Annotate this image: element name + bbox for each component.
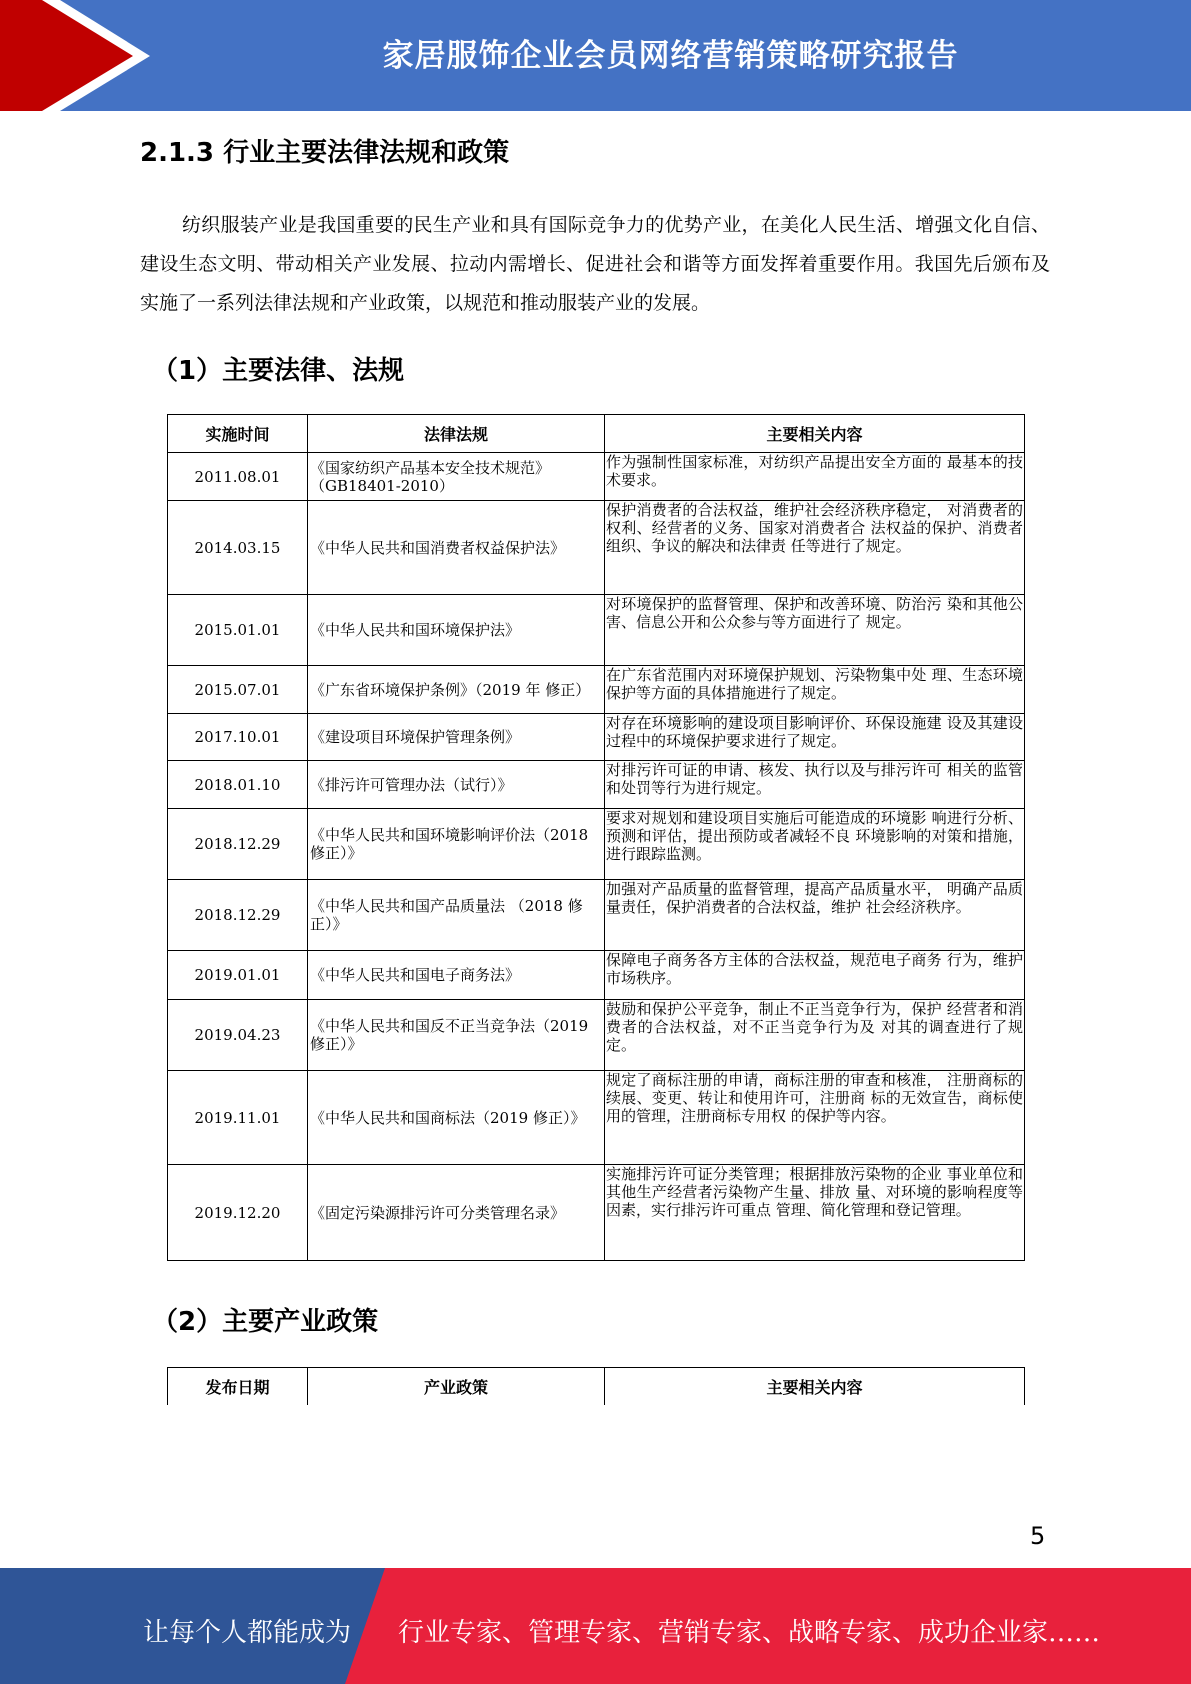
law-name-cell: 《排污许可管理办法（试行）》 <box>308 761 605 809</box>
policies-table-header-row <box>168 1368 1025 1405</box>
law-content-cell: 实施排污许可证分类管理；根据排放污染物的企业 事业单位和其他生产经营者污染物产生量、排放 量、对环境的影响程度等因素，实行排污许可重点 管理、简化管理和登记管理。 <box>605 1165 1025 1261</box>
laws-table-row <box>168 761 1025 809</box>
laws-header-law: 法律法规 <box>308 415 605 453</box>
laws-table-row <box>168 951 1025 1000</box>
laws-header-date: 实施时间 <box>168 415 308 453</box>
policies-header-policy: 产业政策 <box>308 1368 605 1405</box>
laws-table <box>167 414 1025 1261</box>
law-name-cell: 《中华人民共和国产品质量法 （2018 修正）》 <box>308 880 605 951</box>
law-content-cell: 对排污许可证的申请、核发、执行以及与排污许可 相关的监管和处罚等行为进行规定。 <box>605 761 1025 809</box>
law-content-cell: 在广东省范围内对环境保护规划、污染物集中处 理、生态环境保护等方面的具体措施进行了规定。 <box>605 666 1025 714</box>
laws-heading: （1）主要法律、法规 <box>152 356 405 386</box>
policies-table <box>167 1367 1025 1405</box>
laws-table-header-row <box>168 415 1025 453</box>
law-name-cell: 《国家纺织产品基本安全技术规范》（GB18401-2010） <box>308 453 605 501</box>
law-name-cell: 《广东省环境保护条例》（2019 年 修正） <box>308 666 605 714</box>
law-date-cell: 2019.01.01 <box>168 951 308 1000</box>
law-content-cell: 保护消费者的合法权益，维护社会经济秩序稳定， 对消费者的权利、经营者的义务、国家对消费者合 法权益的保护、消费者组织、争议的解决和法律责 任等进行了规定。 <box>605 501 1025 595</box>
law-date-cell: 2015.01.01 <box>168 595 308 666</box>
law-name-cell: 《中华人民共和国电子商务法》 <box>308 951 605 1000</box>
laws-table-row <box>168 666 1025 714</box>
law-date-cell: 2019.11.01 <box>168 1071 308 1165</box>
laws-table-row <box>168 1000 1025 1071</box>
section-heading: 2.1.3 行业主要法律法规和政策 <box>140 138 510 168</box>
law-content-cell: 保障电子商务各方主体的合法权益，规范电子商务 行为，维护市场秩序。 <box>605 951 1025 1000</box>
policies-heading: （2）主要产业政策 <box>152 1307 379 1337</box>
law-date-cell: 2018.12.29 <box>168 809 308 880</box>
page-footer <box>0 1568 1191 1684</box>
law-content-cell: 作为强制性国家标准，对纺织产品提出安全方面的 最基本的技术要求。 <box>605 453 1025 501</box>
law-date-cell: 2015.07.01 <box>168 666 308 714</box>
intro-paragraph: 纺织服装产业是我国重要的民生产业和具有国际竞争力的优势产业，在美化人民生活、增强文化自信、建设生态文明、带动相关产业发展、拉动内需增长、促进社会和谐等方面发挥着重要作用。我国先后颁布及实施了一系列法律法规和产业政策，以规范和推动服装产业的发展。 <box>140 214 1050 314</box>
law-content-cell: 鼓励和保护公平竞争，制止不正当竞争行为，保护 经营者和消费者的合法权益，对不正当竞争行为及 对其的调查进行了规定。 <box>605 1000 1025 1071</box>
law-content-cell: 对环境保护的监督管理、保护和改善环境、防治污 染和其他公害、信息公开和公众参与等方面进行了 规定。 <box>605 595 1025 666</box>
law-name-cell: 《中华人民共和国反不正当竞争法（2019 修正）》 <box>308 1000 605 1071</box>
laws-table-row <box>168 809 1025 880</box>
footer-slogan-left: 让每个人都能成为 <box>143 1618 352 1648</box>
law-date-cell: 2011.08.01 <box>168 453 308 501</box>
laws-table-row <box>168 595 1025 666</box>
law-date-cell: 2017.10.01 <box>168 714 308 761</box>
law-content-cell: 加强对产品质量的监督管理，提高产品质量水平， 明确产品质量责任，保护消费者的合法权益，维护 社会经济秩序。 <box>605 880 1025 951</box>
law-name-cell: 《建设项目环境保护管理条例》 <box>308 714 605 761</box>
report-title: 家居服饰企业会员网络营销策略研究报告 <box>382 38 959 74</box>
laws-table-row <box>168 453 1025 501</box>
policies-header-date: 发布日期 <box>168 1368 308 1405</box>
footer-slogan-right: 行业专家、管理专家、营销专家、战略专家、成功企业家…… <box>398 1618 1101 1648</box>
page-header <box>0 0 1191 111</box>
page-number: 5 <box>1030 1522 1046 1550</box>
law-name-cell: 《固定污染源排污许可分类管理名录》 <box>308 1165 605 1261</box>
law-date-cell: 2019.04.23 <box>168 1000 308 1071</box>
law-content-cell: 对存在环境影响的建设项目影响评价、环保设施建 设及其建设过程中的环境保护要求进行了规定。 <box>605 714 1025 761</box>
law-date-cell: 2014.03.15 <box>168 501 308 595</box>
laws-table-row <box>168 714 1025 761</box>
law-content-cell: 要求对规划和建设项目实施后可能造成的环境影 响进行分析、预测和评估，提出预防或者减轻不良 环境影响的对策和措施，进行跟踪监测。 <box>605 809 1025 880</box>
policies-header-content: 主要相关内容 <box>605 1368 1025 1405</box>
law-date-cell: 2018.12.29 <box>168 880 308 951</box>
laws-header-content: 主要相关内容 <box>605 415 1025 453</box>
law-name-cell: 《中华人民共和国商标法（2019 修正）》 <box>308 1071 605 1165</box>
laws-table-row <box>168 501 1025 595</box>
law-content-cell: 规定了商标注册的申请，商标注册的审查和核准， 注册商标的续展、变更、转让和使用许可，注册商 标的无效宣告，商标使用的管理，注册商标专用权 的保护等内容。 <box>605 1071 1025 1165</box>
laws-table-row <box>168 880 1025 951</box>
law-date-cell: 2019.12.20 <box>168 1165 308 1261</box>
law-date-cell: 2018.01.10 <box>168 761 308 809</box>
law-name-cell: 《中华人民共和国环境影响评价法（2018 修正）》 <box>308 809 605 880</box>
laws-table-row <box>168 1071 1025 1165</box>
laws-table-row <box>168 1165 1025 1261</box>
law-name-cell: 《中华人民共和国消费者权益保护法》 <box>308 501 605 595</box>
law-name-cell: 《中华人民共和国环境保护法》 <box>308 595 605 666</box>
